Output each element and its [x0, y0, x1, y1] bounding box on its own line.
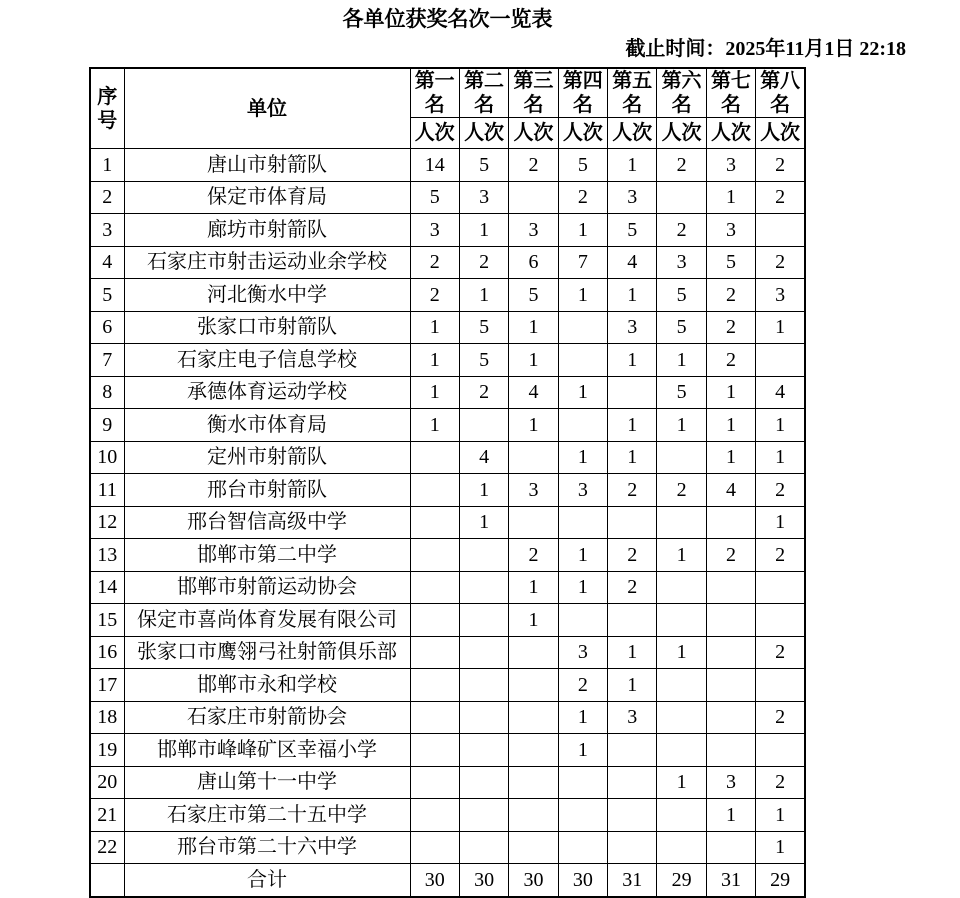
- cell-rank-count: 2: [509, 149, 558, 182]
- cell-rank-count: 5: [459, 344, 508, 377]
- awards-table: [89, 67, 806, 898]
- cell-rank-count: [509, 506, 558, 539]
- cell-serial-number: 13: [90, 539, 124, 572]
- cell-rank-count: 5: [558, 149, 607, 182]
- cell-unit-name: 石家庄电子信息学校: [124, 344, 410, 377]
- cell-rank-count: [706, 734, 755, 767]
- cell-rank-count: [706, 701, 755, 734]
- cell-rank-count: 4: [459, 441, 508, 474]
- cell-rank-count: 1: [558, 214, 607, 247]
- cell-rank-count: 2: [756, 181, 805, 214]
- cell-serial-number: 11: [90, 474, 124, 507]
- cell-rank-count: 4: [608, 246, 657, 279]
- cell-rank-count: 1: [608, 344, 657, 377]
- cell-rank-count: 2: [608, 571, 657, 604]
- cell-rank-count: 2: [558, 181, 607, 214]
- cell-rank-count: 1: [558, 279, 607, 312]
- cell-rank-count: [608, 734, 657, 767]
- cell-rank-count: [756, 214, 805, 247]
- cell-rank-count: 5: [657, 376, 706, 409]
- cell-rank-count: [608, 376, 657, 409]
- cell-rank-count: [410, 571, 459, 604]
- cell-unit-name: 河北衡水中学: [124, 279, 410, 312]
- cell-serial-number: 2: [90, 181, 124, 214]
- cell-rank-count: 1: [558, 539, 607, 572]
- cell-serial-number: 21: [90, 799, 124, 832]
- col-subheader-person-times-2: 人次: [459, 118, 508, 149]
- cell-rank-count: [509, 831, 558, 864]
- cell-rank-count: [657, 604, 706, 637]
- cell-rank-count: [410, 506, 459, 539]
- cell-rank-count: 2: [509, 539, 558, 572]
- cell-serial-number: 9: [90, 409, 124, 442]
- cell-rank-count: 1: [756, 799, 805, 832]
- cell-rank-count: [459, 539, 508, 572]
- cell-rank-count: 14: [410, 149, 459, 182]
- cell-unit-name: 张家口市鹰翎弓社射箭俱乐部: [124, 636, 410, 669]
- cell-rank-count: 2: [657, 214, 706, 247]
- cell-unit-name: 定州市射箭队: [124, 441, 410, 474]
- cell-rank-count: 1: [608, 636, 657, 669]
- cell-rank-count: 1: [410, 376, 459, 409]
- cell-rank-count: 2: [558, 669, 607, 702]
- cell-rank-count: 2: [657, 149, 706, 182]
- total-value-4: 30: [558, 864, 607, 897]
- cell-unit-name: 廊坊市射箭队: [124, 214, 410, 247]
- table-row: [90, 279, 805, 312]
- table-row: [90, 409, 805, 442]
- cell-rank-count: 1: [706, 799, 755, 832]
- table-row: [90, 376, 805, 409]
- cell-rank-count: 1: [706, 376, 755, 409]
- cell-rank-count: [657, 181, 706, 214]
- table-row: [90, 669, 805, 702]
- cell-rank-count: [410, 766, 459, 799]
- table-row: [90, 214, 805, 247]
- cell-rank-count: [558, 604, 607, 637]
- table-row: [90, 701, 805, 734]
- cell-rank-count: [410, 474, 459, 507]
- cell-rank-count: [558, 506, 607, 539]
- cell-rank-count: 3: [608, 181, 657, 214]
- cell-serial-number: 20: [90, 766, 124, 799]
- cell-rank-count: 3: [608, 311, 657, 344]
- header-row-ranks: [90, 68, 805, 118]
- cell-rank-count: [657, 701, 706, 734]
- cell-unit-name: 邯郸市第二中学: [124, 539, 410, 572]
- cell-rank-count: 1: [608, 669, 657, 702]
- cell-rank-count: [509, 636, 558, 669]
- cell-rank-count: 1: [410, 311, 459, 344]
- cell-rank-count: [756, 734, 805, 767]
- col-subheader-person-times-7: 人次: [706, 118, 755, 149]
- table-row: [90, 604, 805, 637]
- total-value-2: 30: [459, 864, 508, 897]
- cell-rank-count: 2: [459, 246, 508, 279]
- cell-rank-count: 1: [608, 279, 657, 312]
- cell-unit-name: 邯郸市永和学校: [124, 669, 410, 702]
- cell-unit-name: 张家口市射箭队: [124, 311, 410, 344]
- cell-rank-count: 5: [608, 214, 657, 247]
- cell-rank-count: 2: [706, 344, 755, 377]
- cell-rank-count: 1: [558, 571, 607, 604]
- cell-serial-number: 4: [90, 246, 124, 279]
- table-row: [90, 474, 805, 507]
- cell-rank-count: [459, 669, 508, 702]
- cell-rank-count: 1: [657, 539, 706, 572]
- cell-rank-count: [459, 799, 508, 832]
- cell-rank-count: [706, 669, 755, 702]
- cell-rank-count: 5: [509, 279, 558, 312]
- cell-rank-count: 1: [657, 636, 706, 669]
- cell-rank-count: 2: [657, 474, 706, 507]
- cell-rank-count: 1: [706, 409, 755, 442]
- cell-rank-count: 7: [558, 246, 607, 279]
- table-row: [90, 734, 805, 767]
- cell-rank-count: [509, 799, 558, 832]
- cell-rank-count: [509, 181, 558, 214]
- col-header-unit: 单位: [124, 68, 410, 149]
- cell-rank-count: 2: [756, 766, 805, 799]
- cell-serial-number: 18: [90, 701, 124, 734]
- table-row: [90, 799, 805, 832]
- cell-rank-count: [459, 409, 508, 442]
- cell-rank-count: [558, 766, 607, 799]
- cell-rank-count: [459, 831, 508, 864]
- cell-rank-count: [756, 604, 805, 637]
- cell-serial-number: 19: [90, 734, 124, 767]
- cell-rank-count: 2: [706, 539, 755, 572]
- col-header-rank-5: 第五名: [608, 68, 657, 118]
- cell-unit-name: 邢台市第二十六中学: [124, 831, 410, 864]
- cell-rank-count: [410, 669, 459, 702]
- cell-rank-count: 1: [410, 409, 459, 442]
- cell-rank-count: [459, 636, 508, 669]
- cell-unit-name: 唐山市射箭队: [124, 149, 410, 182]
- col-subheader-person-times-8: 人次: [756, 118, 805, 149]
- cell-unit-name: 承德体育运动学校: [124, 376, 410, 409]
- cell-unit-name: 石家庄市射箭协会: [124, 701, 410, 734]
- cell-rank-count: 1: [558, 441, 607, 474]
- col-header-rank-4: 第四名: [558, 68, 607, 118]
- cell-rank-count: 1: [558, 376, 607, 409]
- cell-rank-count: 3: [509, 474, 558, 507]
- cell-rank-count: 5: [706, 246, 755, 279]
- cell-rank-count: [558, 311, 607, 344]
- table-row: [90, 149, 805, 182]
- col-subheader-person-times-6: 人次: [657, 118, 706, 149]
- cell-rank-count: 2: [608, 474, 657, 507]
- cell-serial-number: 8: [90, 376, 124, 409]
- cell-rank-count: 2: [756, 636, 805, 669]
- page-title: 各单位获奖名次一览表: [342, 7, 553, 31]
- cell-rank-count: 2: [410, 279, 459, 312]
- cell-rank-count: 2: [756, 539, 805, 572]
- cell-rank-count: [657, 734, 706, 767]
- table-row: [90, 636, 805, 669]
- cell-rank-count: [608, 831, 657, 864]
- cell-serial-number: 15: [90, 604, 124, 637]
- cell-rank-count: 3: [509, 214, 558, 247]
- cell-rank-count: 1: [459, 506, 508, 539]
- table-row: [90, 181, 805, 214]
- cell-rank-count: [410, 636, 459, 669]
- table-row: [90, 506, 805, 539]
- cell-rank-count: 1: [608, 441, 657, 474]
- cell-rank-count: 2: [756, 246, 805, 279]
- cell-rank-count: [657, 669, 706, 702]
- cell-rank-count: [410, 539, 459, 572]
- cell-rank-count: [459, 734, 508, 767]
- table-row: [90, 539, 805, 572]
- cell-rank-count: [558, 831, 607, 864]
- total-value-5: 31: [608, 864, 657, 897]
- cell-rank-count: [410, 441, 459, 474]
- cell-rank-count: [657, 441, 706, 474]
- cell-rank-count: 1: [509, 409, 558, 442]
- total-row: [90, 864, 805, 897]
- table-row: [90, 766, 805, 799]
- cell-unit-name: 邢台市射箭队: [124, 474, 410, 507]
- total-label: 合计: [124, 864, 410, 897]
- cell-serial-number: 3: [90, 214, 124, 247]
- cell-rank-count: [410, 831, 459, 864]
- table-row: [90, 571, 805, 604]
- cell-unit-name: 石家庄市射击运动业余学校: [124, 246, 410, 279]
- cell-rank-count: [756, 344, 805, 377]
- cell-serial-number: 22: [90, 831, 124, 864]
- cell-rank-count: 4: [756, 376, 805, 409]
- cell-rank-count: [558, 409, 607, 442]
- cell-rank-count: 1: [410, 344, 459, 377]
- cell-rank-count: [459, 604, 508, 637]
- cell-rank-count: 3: [558, 474, 607, 507]
- cell-rank-count: [608, 506, 657, 539]
- cell-serial-number: 17: [90, 669, 124, 702]
- cell-rank-count: 1: [756, 311, 805, 344]
- table-row: [90, 311, 805, 344]
- col-subheader-person-times-4: 人次: [558, 118, 607, 149]
- cell-rank-count: 2: [756, 149, 805, 182]
- cell-rank-count: 5: [459, 149, 508, 182]
- cell-rank-count: 1: [558, 701, 607, 734]
- cell-rank-count: 4: [706, 474, 755, 507]
- cell-rank-count: [657, 799, 706, 832]
- cell-rank-count: [706, 831, 755, 864]
- cell-rank-count: [608, 766, 657, 799]
- cell-serial-number: 7: [90, 344, 124, 377]
- col-header-rank-2: 第二名: [459, 68, 508, 118]
- col-subheader-person-times-3: 人次: [509, 118, 558, 149]
- total-value-7: 31: [706, 864, 755, 897]
- cell-unit-name: 唐山第十一中学: [124, 766, 410, 799]
- cell-rank-count: [608, 799, 657, 832]
- table-body: [90, 149, 805, 864]
- cell-serial-number: 16: [90, 636, 124, 669]
- cutoff-timestamp: 截止时间：2025年11月1日 22:18: [625, 38, 906, 60]
- cell-rank-count: [410, 701, 459, 734]
- cell-unit-name: 邢台智信高级中学: [124, 506, 410, 539]
- cell-rank-count: 3: [558, 636, 607, 669]
- cell-rank-count: 2: [459, 376, 508, 409]
- cell-rank-count: 3: [410, 214, 459, 247]
- total-serial-cell: [90, 864, 124, 897]
- cell-rank-count: 3: [706, 214, 755, 247]
- cell-rank-count: [410, 799, 459, 832]
- cell-rank-count: 1: [509, 571, 558, 604]
- cell-unit-name: 石家庄市第二十五中学: [124, 799, 410, 832]
- cell-rank-count: 3: [608, 701, 657, 734]
- cell-rank-count: 2: [608, 539, 657, 572]
- col-header-rank-6: 第六名: [657, 68, 706, 118]
- total-value-3: 30: [509, 864, 558, 897]
- cell-rank-count: 5: [657, 279, 706, 312]
- cell-rank-count: [657, 571, 706, 604]
- cell-rank-count: 1: [459, 214, 508, 247]
- cell-serial-number: 14: [90, 571, 124, 604]
- cell-rank-count: [558, 344, 607, 377]
- col-header-rank-7: 第七名: [706, 68, 755, 118]
- total-value-6: 29: [657, 864, 706, 897]
- cell-rank-count: 1: [756, 506, 805, 539]
- cell-rank-count: [706, 636, 755, 669]
- cell-unit-name: 邯郸市峰峰矿区幸福小学: [124, 734, 410, 767]
- col-header-serial: 序号: [90, 68, 124, 149]
- col-header-rank-8: 第八名: [756, 68, 805, 118]
- cell-rank-count: 1: [608, 149, 657, 182]
- cell-rank-count: 1: [509, 311, 558, 344]
- cell-unit-name: 衡水市体育局: [124, 409, 410, 442]
- cell-serial-number: 5: [90, 279, 124, 312]
- total-value-8: 29: [756, 864, 805, 897]
- cell-rank-count: 1: [657, 344, 706, 377]
- cell-rank-count: [706, 506, 755, 539]
- col-subheader-person-times-1: 人次: [410, 118, 459, 149]
- cell-rank-count: 1: [657, 409, 706, 442]
- cell-rank-count: 1: [459, 474, 508, 507]
- cell-rank-count: 2: [706, 279, 755, 312]
- cell-rank-count: 5: [410, 181, 459, 214]
- cell-rank-count: [756, 669, 805, 702]
- cell-rank-count: [509, 441, 558, 474]
- cell-rank-count: 3: [706, 766, 755, 799]
- cell-rank-count: 3: [657, 246, 706, 279]
- cell-rank-count: [509, 766, 558, 799]
- cell-rank-count: 1: [756, 441, 805, 474]
- table-row: [90, 344, 805, 377]
- cell-rank-count: [608, 604, 657, 637]
- cell-rank-count: 2: [756, 474, 805, 507]
- cell-rank-count: [756, 571, 805, 604]
- cell-rank-count: [706, 571, 755, 604]
- col-header-rank-3: 第三名: [509, 68, 558, 118]
- cell-rank-count: [459, 766, 508, 799]
- cell-rank-count: [657, 831, 706, 864]
- cell-rank-count: [509, 734, 558, 767]
- col-subheader-person-times-5: 人次: [608, 118, 657, 149]
- cell-unit-name: 保定市体育局: [124, 181, 410, 214]
- cell-unit-name: 保定市喜尚体育发展有限公司: [124, 604, 410, 637]
- cell-rank-count: 1: [706, 181, 755, 214]
- table-row: [90, 246, 805, 279]
- cell-rank-count: [459, 571, 508, 604]
- cell-rank-count: 1: [459, 279, 508, 312]
- cell-rank-count: [509, 669, 558, 702]
- cell-rank-count: 2: [756, 701, 805, 734]
- cell-rank-count: 1: [706, 441, 755, 474]
- cell-serial-number: 10: [90, 441, 124, 474]
- cell-rank-count: 2: [410, 246, 459, 279]
- cell-rank-count: 3: [459, 181, 508, 214]
- cell-rank-count: 1: [756, 409, 805, 442]
- cell-serial-number: 12: [90, 506, 124, 539]
- cell-rank-count: [657, 506, 706, 539]
- cell-rank-count: 4: [509, 376, 558, 409]
- cell-rank-count: 1: [509, 344, 558, 377]
- cell-rank-count: 1: [657, 766, 706, 799]
- table-row: [90, 831, 805, 864]
- cell-rank-count: [410, 604, 459, 637]
- cell-rank-count: 1: [558, 734, 607, 767]
- cell-rank-count: [410, 734, 459, 767]
- cell-rank-count: 5: [657, 311, 706, 344]
- cell-rank-count: 6: [509, 246, 558, 279]
- cell-serial-number: 6: [90, 311, 124, 344]
- cell-rank-count: 1: [509, 604, 558, 637]
- cell-serial-number: 1: [90, 149, 124, 182]
- cell-rank-count: [706, 604, 755, 637]
- cell-rank-count: [509, 701, 558, 734]
- total-value-1: 30: [410, 864, 459, 897]
- col-header-rank-1: 第一名: [410, 68, 459, 118]
- cell-rank-count: 5: [459, 311, 508, 344]
- cell-rank-count: 3: [756, 279, 805, 312]
- cell-rank-count: [558, 799, 607, 832]
- table-row: [90, 441, 805, 474]
- cell-rank-count: 3: [706, 149, 755, 182]
- cell-rank-count: 1: [756, 831, 805, 864]
- cell-rank-count: [459, 701, 508, 734]
- cell-rank-count: 2: [706, 311, 755, 344]
- cell-rank-count: 1: [608, 409, 657, 442]
- cell-unit-name: 邯郸市射箭运动协会: [124, 571, 410, 604]
